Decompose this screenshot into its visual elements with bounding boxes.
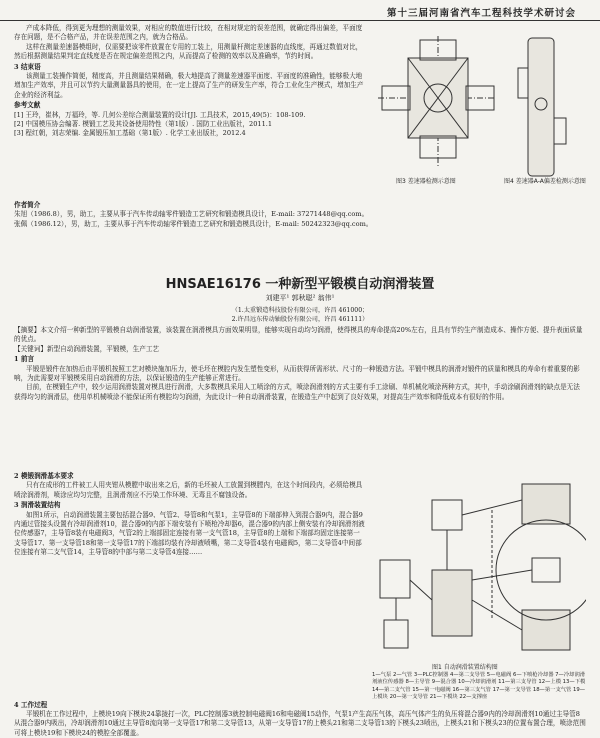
body-paragraph: 产成本降低，得到更为理想的测量效果，对相应的数值进行比较，在相对规定的误差范围，就确定得出偏差，平面度存在问题，是不合格产品，并在误差范围之内，就为合格品。: [14, 24, 363, 42]
figure-3-4: [368, 28, 590, 196]
affiliation: 2.许昌远东传动轴股份有限公司，许昌 461111）: [231, 316, 369, 323]
section-4: [14, 700, 586, 738]
figure-1-legend: 1—气泵 2—气管 3—PLC控制器 4—第二支导管 5—电磁阀 6—下喷枪冷却器 7—冷却润滑剂液位传感器 8—主导管 9—混合器 10—冷却润滑剂 11—第三支导管 12—上模 13—下模 14—第二支气管 15—第一电磁阀 16—第三支气管 17—第一支导管 18—第一支气管 19—上模块 20—第一支导管 21—下模块 22—支撑座: [372, 672, 586, 700]
reference-item: [3] 程红朝，刘志荣编. 金属锻压加工基础（第1版）. 化学工业出版社，2012.4: [14, 129, 246, 138]
abstract: 【摘要】本文介绍一种新型的平锻模自动润滑装置，该装置在润滑模具方面效果明显，能够实现自动均匀润滑，使得模具的寿命提高20%左右，且具有节约生产制造成本、操作方便、提升表面质量的优点。: [14, 326, 583, 344]
article-title: HNSAE16176 一种新型平锻模自动润滑装置: [165, 277, 435, 292]
keywords: 【关键词】新型自动润滑装置，平锻模，生产工艺: [14, 344, 160, 353]
body-paragraph: 只有在成形的工件被工人用夹钳从模膛中取出来之后，新的毛坯被人工放置到模膛内，在这个时间段内，必须给模具喷涂润滑剂，喷涂应均匀完整，且润滑剂应不污染工作环境、无毒且不腐蚀设备。: [14, 481, 363, 499]
left-column: [14, 24, 364, 139]
author-bio: 朱旭（1986.8），男，助工，主要从事于汽车传动轴零件锻造工艺研究和锻造模具设计，E-mail: 37271448@qq.com。: [14, 210, 369, 219]
body-paragraph: 这样在测量差速器模组时，仅需要把该零件放置在专用的工装上，用测量杆测定差速器的直线度，再通过数值对比，然后根据测量结果判定直线度是否在规定偏差范围之内，从而提高了检测的效率以及准确率，节约时间。: [14, 42, 363, 61]
bottom-left-column: [14, 471, 366, 558]
article-body: [14, 326, 586, 402]
author-info: [14, 200, 586, 229]
page-header: [0, 0, 600, 21]
journal-title: 第十三届河南省汽车工程科技学术研讨会: [386, 8, 576, 19]
figure-1-drawing: [372, 470, 586, 670]
figure-3-drawing: [368, 28, 590, 196]
affiliation: （1.太重锻造科技股份有限公司，许昌 461000；: [231, 307, 369, 314]
article-authors: 刘建平¹ 郭秋聪² 翁伟¹: [265, 294, 335, 302]
section-heading: 3 润滑装置结构: [14, 501, 61, 510]
body-paragraph: 目前，在模锻生产中，较少运用润滑装置对模具进行润滑，大多数模具采用人工喷涂的方式，喷涂润滑剂的方式主要有手工涂刷、单机械化喷涂两种方式，其中，手动涂刷润滑剂的缺点是无法获得均匀的润滑层，使用单机械喷涂不能保证所有模腔均匀润滑，为此设计一种自动润滑装置，在锻造生产中起到了良好效果，对提高生产效率和降低成本有很好的作用。: [14, 383, 580, 401]
figure-1-caption: 图1 自动润滑装置结构图: [432, 664, 498, 671]
reference-item: [1] 王玲，崔林，万福玲，等. 几何公差综合测量装置的设计[J]. 工具技术，2015,49(5)：108-109.: [14, 110, 306, 119]
references-heading: 参考文献: [14, 101, 41, 110]
figure-4-caption: 图4 差速器A-A偏差检测示意图: [504, 178, 586, 185]
body-paragraph: 该测量工装操作简便，精度高，并且测量结果精确，极大地提高了测量差速器平面度、平面度的准确性，能够极大地增加生产效率，并且可以节约大量测量器具的使用，在一定上提高了生产的研发生产率，符合工业化生产模式，增加生产企业的经济利益。: [14, 72, 364, 99]
body-paragraph: 平锻是锻件在加热后由平锻机按照工艺对模块施加压力，使毛坯在模腔内发生塑性变形，从而获得所需形状、尺寸的一种锻造方法。平锻中模具的润滑对锻件的质量和模具的寿命有着重要的影响，为此需要对平锻模采用自动润滑的方法，以保证锻造的生产能够正常进行。: [14, 364, 580, 383]
author-bio: 张佩（1986.12），男，助工，主要从事于汽车传动轴零件锻造工艺研究和锻造模具设计，E-mail: 50242323@qq.com。: [14, 219, 373, 228]
section-heading: 3 结束语: [14, 62, 41, 71]
section-heading: 2 模锻润滑基本要求: [14, 472, 74, 480]
reference-item: [2] 中国模压协会编著. 模锻工艺及其设备使用特性（第1版）. 国防工业出版社，2011.1: [14, 120, 273, 129]
body-paragraph: 平锻机在工作过程中，上模块19向下模块24靠拢打一次，PLC控制器3就控制电磁阀16和电磁阀15动作，气泵1产生高压气体，高压气体产生的负压将混合器9内的冷却润滑剂10通过主导管8从混合器9内吸出，冷却润滑剂10通过主导管8流向第一支导管17和第二支导管13，从第一支导管17的上模头21和第二支导管13的下模头23喷出，上模头21和下模头23的位置布置合理，喷涂范围可将上模块19和下模块24的模腔全部覆盖。: [14, 710, 586, 737]
author-info-heading: 作者简介: [14, 201, 41, 209]
body-paragraph: 如图1所示，自动润滑装置主要包括混合器9、气管2、导管8和气泵1，主导管8的下端部伸入到混合器9内，混合器9内通过管接头设置有冷却润滑剂10，混合器9的内部下端安装有下喷枪冷却器6，混合器9的内部上侧安装有冷却润滑剂液位传感器7，主导管8装有电磁阀3，气管2的上端部固定连接有第一支气管18，主导管8的上端和下端部均固定连接第一支导管17、第一支导管18和第一支导管17的下端部均装有冷却液喷嘴，第二支导管4装有电磁阀5，第二支导管4中间部位连接有第二支气管14，主导管8的中部与第二支导管4连接……: [14, 510, 365, 557]
section-heading: 1 前言: [14, 355, 35, 364]
section-heading: 4 工作过程: [14, 701, 48, 709]
figure-1-lubrication-device: [372, 470, 586, 670]
figure-3-caption: 图3 差速器检测示意图: [396, 178, 456, 185]
